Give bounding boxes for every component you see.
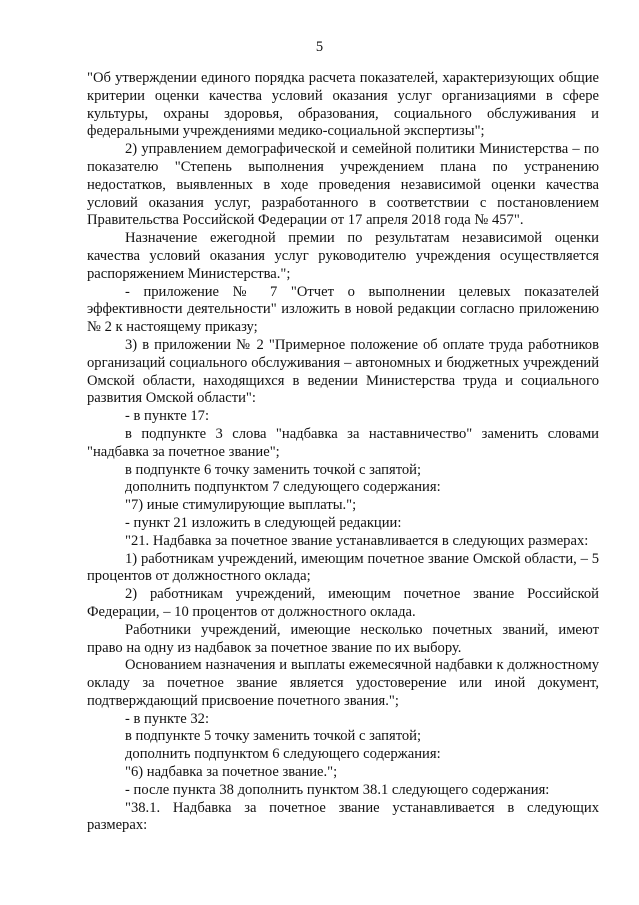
paragraph: - в пункте 17: <box>125 408 210 425</box>
paragraph: 1) работникам учреждений, имеющим почетное звание Омской области, – 5 процентов от должностного оклада; <box>87 550 599 585</box>
paragraph: "38.1. Надбавка за почетное звание устанавливается в следующих размерах: <box>87 799 599 834</box>
paragraph: "6) надбавка за почетное звание."; <box>125 764 338 781</box>
paragraph: в подпункте 6 точку заменить точкой с запятой; <box>125 461 422 478</box>
paragraph: 2) работникам учреждений, имеющим почетное звание Российской Федерации, – 10 процентов от должностного оклада. <box>87 586 599 620</box>
paragraph: - после пункта 38 дополнить пунктом 38.1 следующего содержания: <box>125 781 550 798</box>
paragraph: "Об утверждении единого порядка расчета показателей, характеризующих общие критерии оценки качества условий оказания услуг организациями в сфере культуры, охраны здоровья, образования, социального обслуживания и федеральными учреждениями медико-социальной экспертизы"; <box>87 70 599 140</box>
paragraph: 3) в приложении № 2 "Примерное положение об оплате труда работников организаций социального обслуживания – автономных и бюджетных учреждений Омской области, находящихся в ведении Министерства труда и социального развития Омской области": <box>87 336 599 407</box>
paragraph: - пункт 21 изложить в следующей редакции: <box>125 514 402 531</box>
paragraph: Работники учреждений, имеющие несколько почетных званий, имеют право на одну из надбавок за почетное звание по их выбору. <box>87 621 599 656</box>
paragraph: дополнить подпунктом 6 следующего содержания: <box>125 746 441 763</box>
page-number: 5 <box>315 39 324 55</box>
paragraph: Основанием назначения и выплаты ежемесячной надбавки к должностному окладу за почетное звание является удостоверение или иной документ, подтверждающий присвоение почетного звания."; <box>87 657 599 709</box>
paragraph: - в пункте 32: <box>125 710 210 727</box>
paragraph: 2) управлением демографической и семейной политики Министерства – по показателю "Степень выполнения учреждением плана по устранению недостатков, выявленных в ходе проведения независимой оценки качества условий оказания услуг, разработанного в соответствии с постановлением Правительства Российской Федерации от 17 апреля 2018 года № 457". <box>87 141 599 229</box>
paragraph: дополнить подпунктом 7 следующего содержания: <box>125 479 441 496</box>
paragraph: - приложение № 7 "Отчет о выполнении целевых показателей эффективности деятельности" изложить в новой редакции согласно приложению № 2 к настоящему приказу; <box>87 283 599 336</box>
paragraph: в подпункте 3 слова "надбавка за наставничество" заменить словами "надбавка за почетное звание"; <box>87 425 599 460</box>
paragraph: Назначение ежегодной премии по результатам независимой оценки качества условий оказания услуг руководителю учреждения осуществляется распоряжением Министерства."; <box>87 230 599 282</box>
paragraph: в подпункте 5 точку заменить точкой с запятой; <box>125 728 422 745</box>
document-body <box>87 70 599 835</box>
paragraph: "21. Надбавка за почетное звание устанавливается в следующих размерах: <box>125 532 589 549</box>
paragraph: "7) иные стимулирующие выплаты."; <box>125 497 357 514</box>
